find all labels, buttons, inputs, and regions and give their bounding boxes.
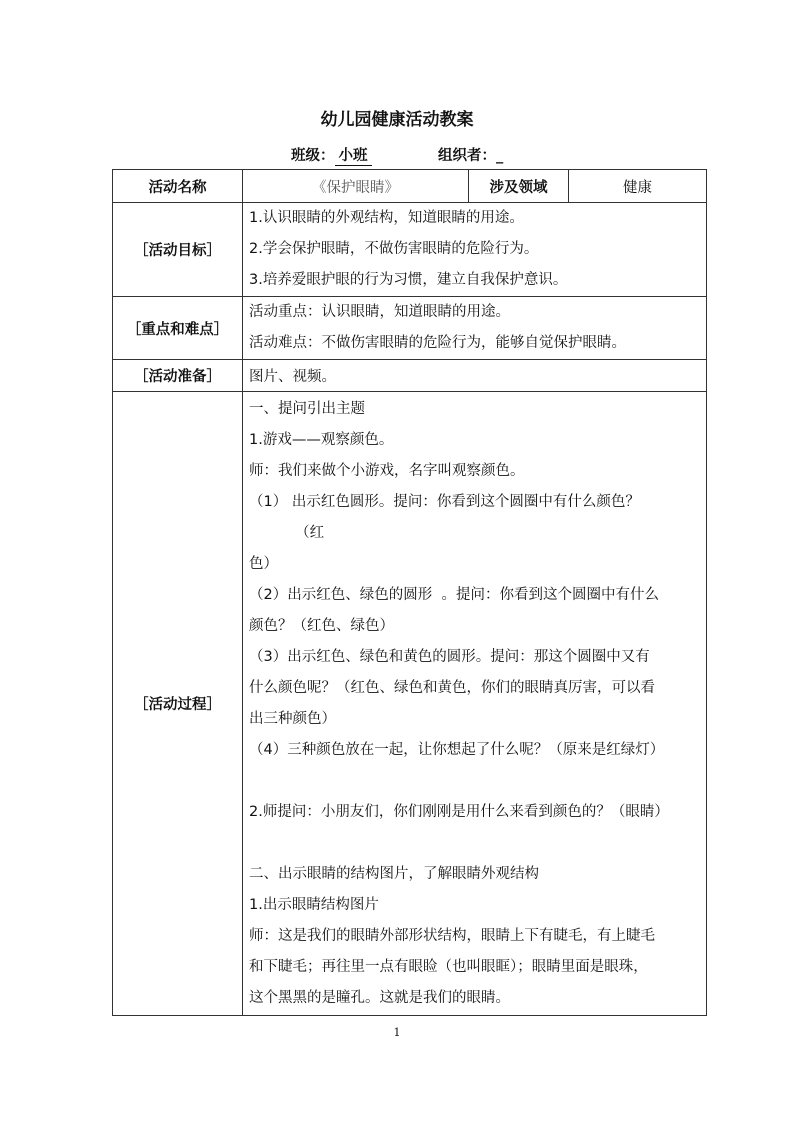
process-line: （红: [249, 525, 325, 541]
prep-content: 图片、视频。: [243, 360, 707, 392]
process-line: 颜色？（红色、绿色）: [249, 618, 394, 634]
process-line: 这个黑黑的是瞳孔。这就是我们的眼睛。: [249, 990, 510, 1006]
class-field: [291, 144, 372, 166]
process-line: 1.游戏——观察颜色。: [249, 432, 394, 448]
process-line: （3）出示红色、绿色和黄色的圆形。提问：那这个圆圈中又有: [249, 649, 650, 665]
focus-content: [243, 297, 707, 360]
goals-label: ［活动目标］: [113, 203, 243, 297]
organizer-field: [438, 144, 503, 165]
process-label: ［活动过程］: [113, 392, 243, 1016]
focus-item: 活动重点：认识眼睛，知道眼睛的用途。: [249, 304, 510, 320]
process-line: 出三种颜色）: [249, 711, 336, 727]
header-row: [113, 170, 707, 203]
lesson-plan-table: [112, 169, 707, 1016]
process-line: 色）: [249, 556, 278, 572]
page-number: 1: [393, 1026, 401, 1039]
goals-row: [113, 203, 707, 297]
process-line: （2）出示红色、绿色的圆形 。提问：你看到这个圆圈中有什么: [249, 587, 659, 603]
process-line: （4）三种颜色放在一起，让你想起了什么呢？（原来是红绿灯）: [249, 742, 665, 758]
process-line: 师：我们来做个小游戏，名字叫观察颜色。: [249, 463, 525, 479]
class-value: 小班: [335, 144, 372, 166]
organizer-label: 组织者：: [438, 148, 496, 164]
process-line: 什么颜色呢？（红色、绿色和黄色，你们的眼睛真厉害，可以看: [249, 680, 655, 696]
process-row: [113, 392, 707, 1016]
process-line: 1.出示眼睛结构图片: [249, 897, 379, 913]
process-line: 和下睫毛；再往里一点有眼睑（也叫眼眶）；眼睛里面是眼珠，: [249, 959, 648, 975]
goal-item: 3.培养爱眼护眼的行为习惯，建立自我保护意识。: [249, 272, 568, 288]
domain-label: 涉及领域: [469, 170, 569, 203]
goal-item: 1.认识眼睛的外观结构，知道眼睛的用途。: [249, 210, 524, 226]
process-line: （1） 出示红色圆形。提问：你看到这个圆圈中有什么颜色？: [249, 494, 640, 510]
focus-item: 活动难点：不做伤害眼睛的危险行为，能够自觉保护眼睛。: [249, 335, 626, 351]
focus-row: [113, 297, 707, 360]
prep-row: [113, 360, 707, 392]
process-line: 一、提问引出主题: [249, 401, 365, 417]
process-blank-line: [249, 766, 700, 797]
activity-name-value: 《保护眼睛》: [243, 170, 469, 203]
goal-item: 2.学会保护眼睛，不做伤害眼睛的危险行为。: [249, 241, 539, 257]
focus-label: ［重点和难点］: [113, 297, 243, 360]
process-line: 师：这是我们的眼睛外部形状结构，眼睛上下有睫毛，有上睫毛: [249, 928, 655, 944]
domain-value: 健康: [569, 170, 707, 203]
organizer-value: _: [496, 148, 504, 164]
goals-content: [243, 203, 707, 297]
process-blank-line: [249, 828, 700, 859]
process-line: 2.师提问：小朋友们，你们刚刚是用什么来看到颜色的？（眼睛）: [249, 804, 669, 820]
class-label: 班级：: [291, 148, 335, 164]
process-line: 二、出示眼睛的结构图片，了解眼睛外观结构: [249, 866, 539, 882]
activity-name-label: 活动名称: [113, 170, 243, 203]
prep-label: ［活动准备］: [113, 360, 243, 392]
document-title: 幼儿园健康活动教案: [320, 110, 474, 130]
process-content: [243, 392, 707, 1016]
